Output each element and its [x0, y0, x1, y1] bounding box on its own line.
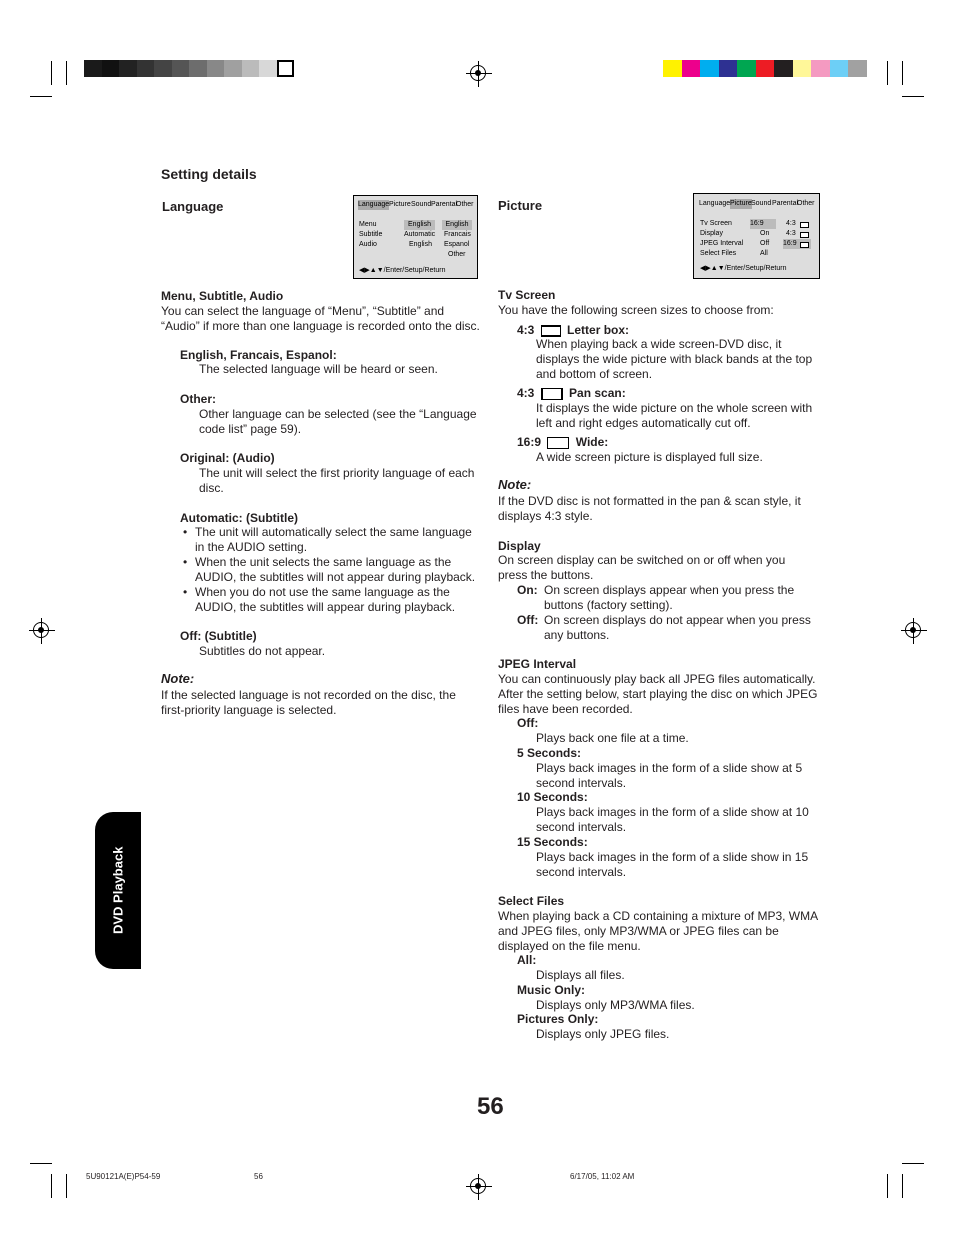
crop-mark: [887, 61, 888, 85]
footer-date: 6/17/05, 11:02 AM: [570, 1172, 635, 1181]
panscan-screen-icon: [541, 388, 563, 400]
color-swatch: [848, 60, 867, 77]
pictures-only-text: Displays only JPEG files.: [536, 1027, 670, 1041]
crop-mark: [51, 1174, 52, 1198]
automatic-title: Automatic: (Subtitle): [180, 511, 298, 525]
color-swatch: [663, 60, 682, 77]
color-swatch: [756, 60, 775, 77]
gray-swatch: [84, 60, 102, 77]
crop-mark: [887, 1174, 888, 1198]
osd-row-value: Automatic: [404, 231, 436, 238]
display-text: On screen display can be switched on or off when you press the buttons.: [498, 553, 786, 582]
language-heading: Language: [162, 199, 224, 214]
osd-tab: Sound: [411, 201, 432, 208]
letterbox-screen-icon: [541, 325, 561, 337]
osd-row-value: All: [760, 250, 768, 257]
osd-row-option: Espanol: [444, 241, 470, 248]
osd-tab: Picture: [730, 200, 752, 207]
off-label: Off:: [517, 613, 539, 627]
pictures-only-title: Pictures Only:: [517, 1012, 599, 1026]
all-text: Displays all files.: [536, 968, 625, 982]
panscan-text: It displays the wide picture on the whole screen with left and right edges automatically cut off.: [536, 401, 813, 430]
list-item: • When you do not use the same language as the AUDIO, the subtitles will appear during playback.: [181, 585, 481, 615]
osd-row-option: 4:3: [786, 220, 796, 227]
all-title: All:: [517, 953, 537, 967]
wide-screen-icon: [800, 242, 809, 248]
color-swatch: [830, 60, 849, 77]
osd-row-label: Tv Screen: [700, 220, 732, 227]
original-title: Original: (Audio): [180, 451, 275, 465]
osd-row-value: Off: [760, 240, 770, 247]
section-title: Setting details: [161, 166, 257, 182]
display-title: Display: [498, 539, 541, 553]
music-only-title: Music Only:: [517, 983, 586, 997]
gray-swatch: [259, 60, 277, 77]
crop-mark: [30, 96, 52, 97]
left-note-title: Note:: [161, 671, 195, 686]
gray-swatch: [277, 60, 295, 77]
original-text: The unit will select the first priority language of each disc.: [199, 466, 475, 495]
crop-mark: [66, 61, 67, 85]
osd-row-label: JPEG Interval: [700, 240, 744, 247]
osd-tab: Sound: [751, 200, 772, 207]
gray-swatch: [154, 60, 172, 77]
off-subtitle-title: Off: (Subtitle): [180, 629, 257, 643]
gray-swatch: [119, 60, 137, 77]
msa-text: You can select the language of “Menu”, “Subtitle” and “Audio” if more than one language is recorded onto the disc.: [161, 304, 480, 333]
letterbox-title: Letter box:: [567, 323, 630, 337]
osd-tab: Picture: [389, 201, 411, 208]
footer-file: 5U90121A(E)P54-59: [86, 1172, 161, 1181]
color-swatch: [737, 60, 756, 77]
panscan-screen-icon: [800, 232, 809, 238]
osd-row-option: 16:9: [783, 239, 811, 249]
gray-swatch: [189, 60, 207, 77]
jpeg-10-text: Plays back images in the form of a slide show at 10 second intervals.: [536, 805, 809, 834]
registration-mark-icon: [470, 65, 486, 81]
picture-heading: Picture: [498, 198, 543, 213]
efe-text: The selected language will be heard or seen.: [199, 362, 438, 376]
osd-row-option: Other: [448, 251, 466, 258]
panscan-title: Pan scan:: [569, 386, 626, 400]
crop-mark: [66, 1174, 67, 1198]
gray-swatch: [242, 60, 260, 77]
osd-tab: Other: [456, 201, 474, 208]
wide-title: Wide:: [575, 435, 609, 449]
select-files-title: Select Files: [498, 894, 565, 908]
jpeg-10-title: 10 Seconds:: [517, 790, 588, 804]
music-only-text: Displays only MP3/WMA files.: [536, 998, 695, 1012]
color-swatch: [811, 60, 830, 77]
off-subtitle-text: Subtitles do not appear.: [199, 644, 326, 658]
osd-row-value: 16:9: [750, 219, 776, 229]
osd-row-label: Select Files: [700, 250, 737, 257]
wide-row: [517, 435, 608, 450]
tv-screen-text: You have the following screen sizes to choose from:: [498, 303, 774, 317]
efe-title: English, Francais, Espanol:: [180, 348, 337, 362]
wide-ratio: 16:9: [517, 435, 542, 449]
jpeg-5-text: Plays back images in the form of a slide show at 5 second intervals.: [536, 761, 803, 790]
gray-swatch: [137, 60, 155, 77]
osd-footer: ◀▶▲▼/Enter/Setup/Return: [359, 267, 446, 274]
osd-row-label: Menu: [359, 221, 377, 228]
off-text: On screen displays do not appear when you press any buttons.: [544, 613, 811, 642]
on-text: On screen displays appear when you press the buttons (factory setting).: [544, 583, 795, 612]
osd-row-option: 4:3: [786, 230, 796, 237]
registration-mark-icon: [470, 1178, 486, 1194]
color-swatch: [793, 60, 812, 77]
osd-row-value: English: [409, 241, 432, 248]
other-title: Other:: [180, 392, 216, 406]
crop-mark: [30, 1163, 52, 1164]
side-tab-label: DVD Playback: [110, 846, 126, 935]
osd-row-label: Audio: [359, 241, 377, 248]
panscan-row: [517, 386, 626, 401]
color-swatch: [719, 60, 738, 77]
osd-tab: Parental: [772, 200, 799, 207]
msa-title: Menu, Subtitle, Audio: [161, 289, 284, 303]
osd-row-option: Francais: [444, 231, 471, 238]
jpeg-15-text: Plays back images in the form of a slide show in 15 second intervals.: [536, 850, 809, 879]
jpeg-off-text: Plays back one file at a time.: [536, 731, 689, 745]
letterbox-screen-icon: [800, 222, 809, 228]
page-number: 56: [477, 1093, 504, 1120]
color-swatch: [774, 60, 793, 77]
osd-tab: Parental: [431, 201, 458, 208]
crop-mark: [902, 1174, 903, 1198]
osd-row-option: English: [442, 220, 472, 230]
osd-tab: Other: [797, 200, 815, 207]
osd-tab: Language: [699, 200, 731, 207]
other-text: Other language can be selected (see the “Language code list” page 59).: [199, 407, 477, 436]
list-item: • The unit will automatically select the same language in the AUDIO setting.: [181, 525, 481, 555]
picture-osd-menu: [693, 193, 820, 279]
jpeg-off-title: Off:: [517, 716, 539, 730]
left-note-text: If the selected language is not recorded on the disc, the first-priority language is selected.: [161, 688, 456, 717]
color-swatch: [700, 60, 719, 77]
osd-tab: Language: [358, 201, 390, 208]
wide-text: A wide screen picture is displayed full size.: [536, 450, 763, 464]
letterbox-row: [517, 323, 629, 338]
list-item: • When the unit selects the same language as the AUDIO, the subtitles will not appear during playback.: [181, 555, 481, 585]
crop-mark: [902, 96, 924, 97]
registration-mark-icon: [905, 622, 921, 638]
color-swatch: [682, 60, 701, 77]
letterbox-text: When playing back a wide screen-DVD disc, it displays the wide picture with black bands at the top and bottom of screen.: [536, 337, 813, 381]
gray-swatch: [172, 60, 190, 77]
osd-footer: ◀▶▲▼/Enter/Setup/Return: [700, 265, 787, 272]
crop-mark: [902, 1163, 924, 1164]
select-files-text: When playing back a CD containing a mixture of MP3, WMA and JPEG files, only MP3/WMA or JPEG files can be displayed on the file menu.: [498, 909, 818, 953]
footer-page: 56: [254, 1172, 263, 1181]
gray-swatch: [207, 60, 225, 77]
osd-row-label: Display: [700, 230, 723, 237]
on-label: On:: [517, 583, 538, 597]
crop-mark: [51, 61, 52, 85]
gray-swatch: [224, 60, 242, 77]
right-note-title: Note:: [498, 477, 532, 492]
jpeg-title: JPEG Interval: [498, 657, 577, 671]
language-osd-menu: [353, 195, 478, 279]
osd-row-value: English: [404, 220, 435, 230]
right-note-text: If the DVD disc is not formatted in the pan & scan style, it displays 4:3 style.: [498, 494, 801, 523]
tv-screen-title: Tv Screen: [498, 288, 556, 302]
letterbox-ratio: 4:3: [517, 323, 535, 337]
wide-screen-icon: [547, 437, 569, 449]
crop-mark: [902, 61, 903, 85]
osd-row-label: Subtitle: [359, 231, 383, 238]
jpeg-text: You can continuously play back all JPEG files automatically. After the setting below, start playing the disc on which JPEG files have been recorded.: [498, 672, 818, 716]
registration-mark-icon: [33, 622, 49, 638]
panscan-ratio: 4:3: [517, 386, 535, 400]
osd-row-value: On: [760, 230, 770, 237]
automatic-bullets: [181, 525, 481, 615]
jpeg-5-title: 5 Seconds:: [517, 746, 582, 760]
gray-swatch: [102, 60, 120, 77]
jpeg-15-title: 15 Seconds:: [517, 835, 588, 849]
